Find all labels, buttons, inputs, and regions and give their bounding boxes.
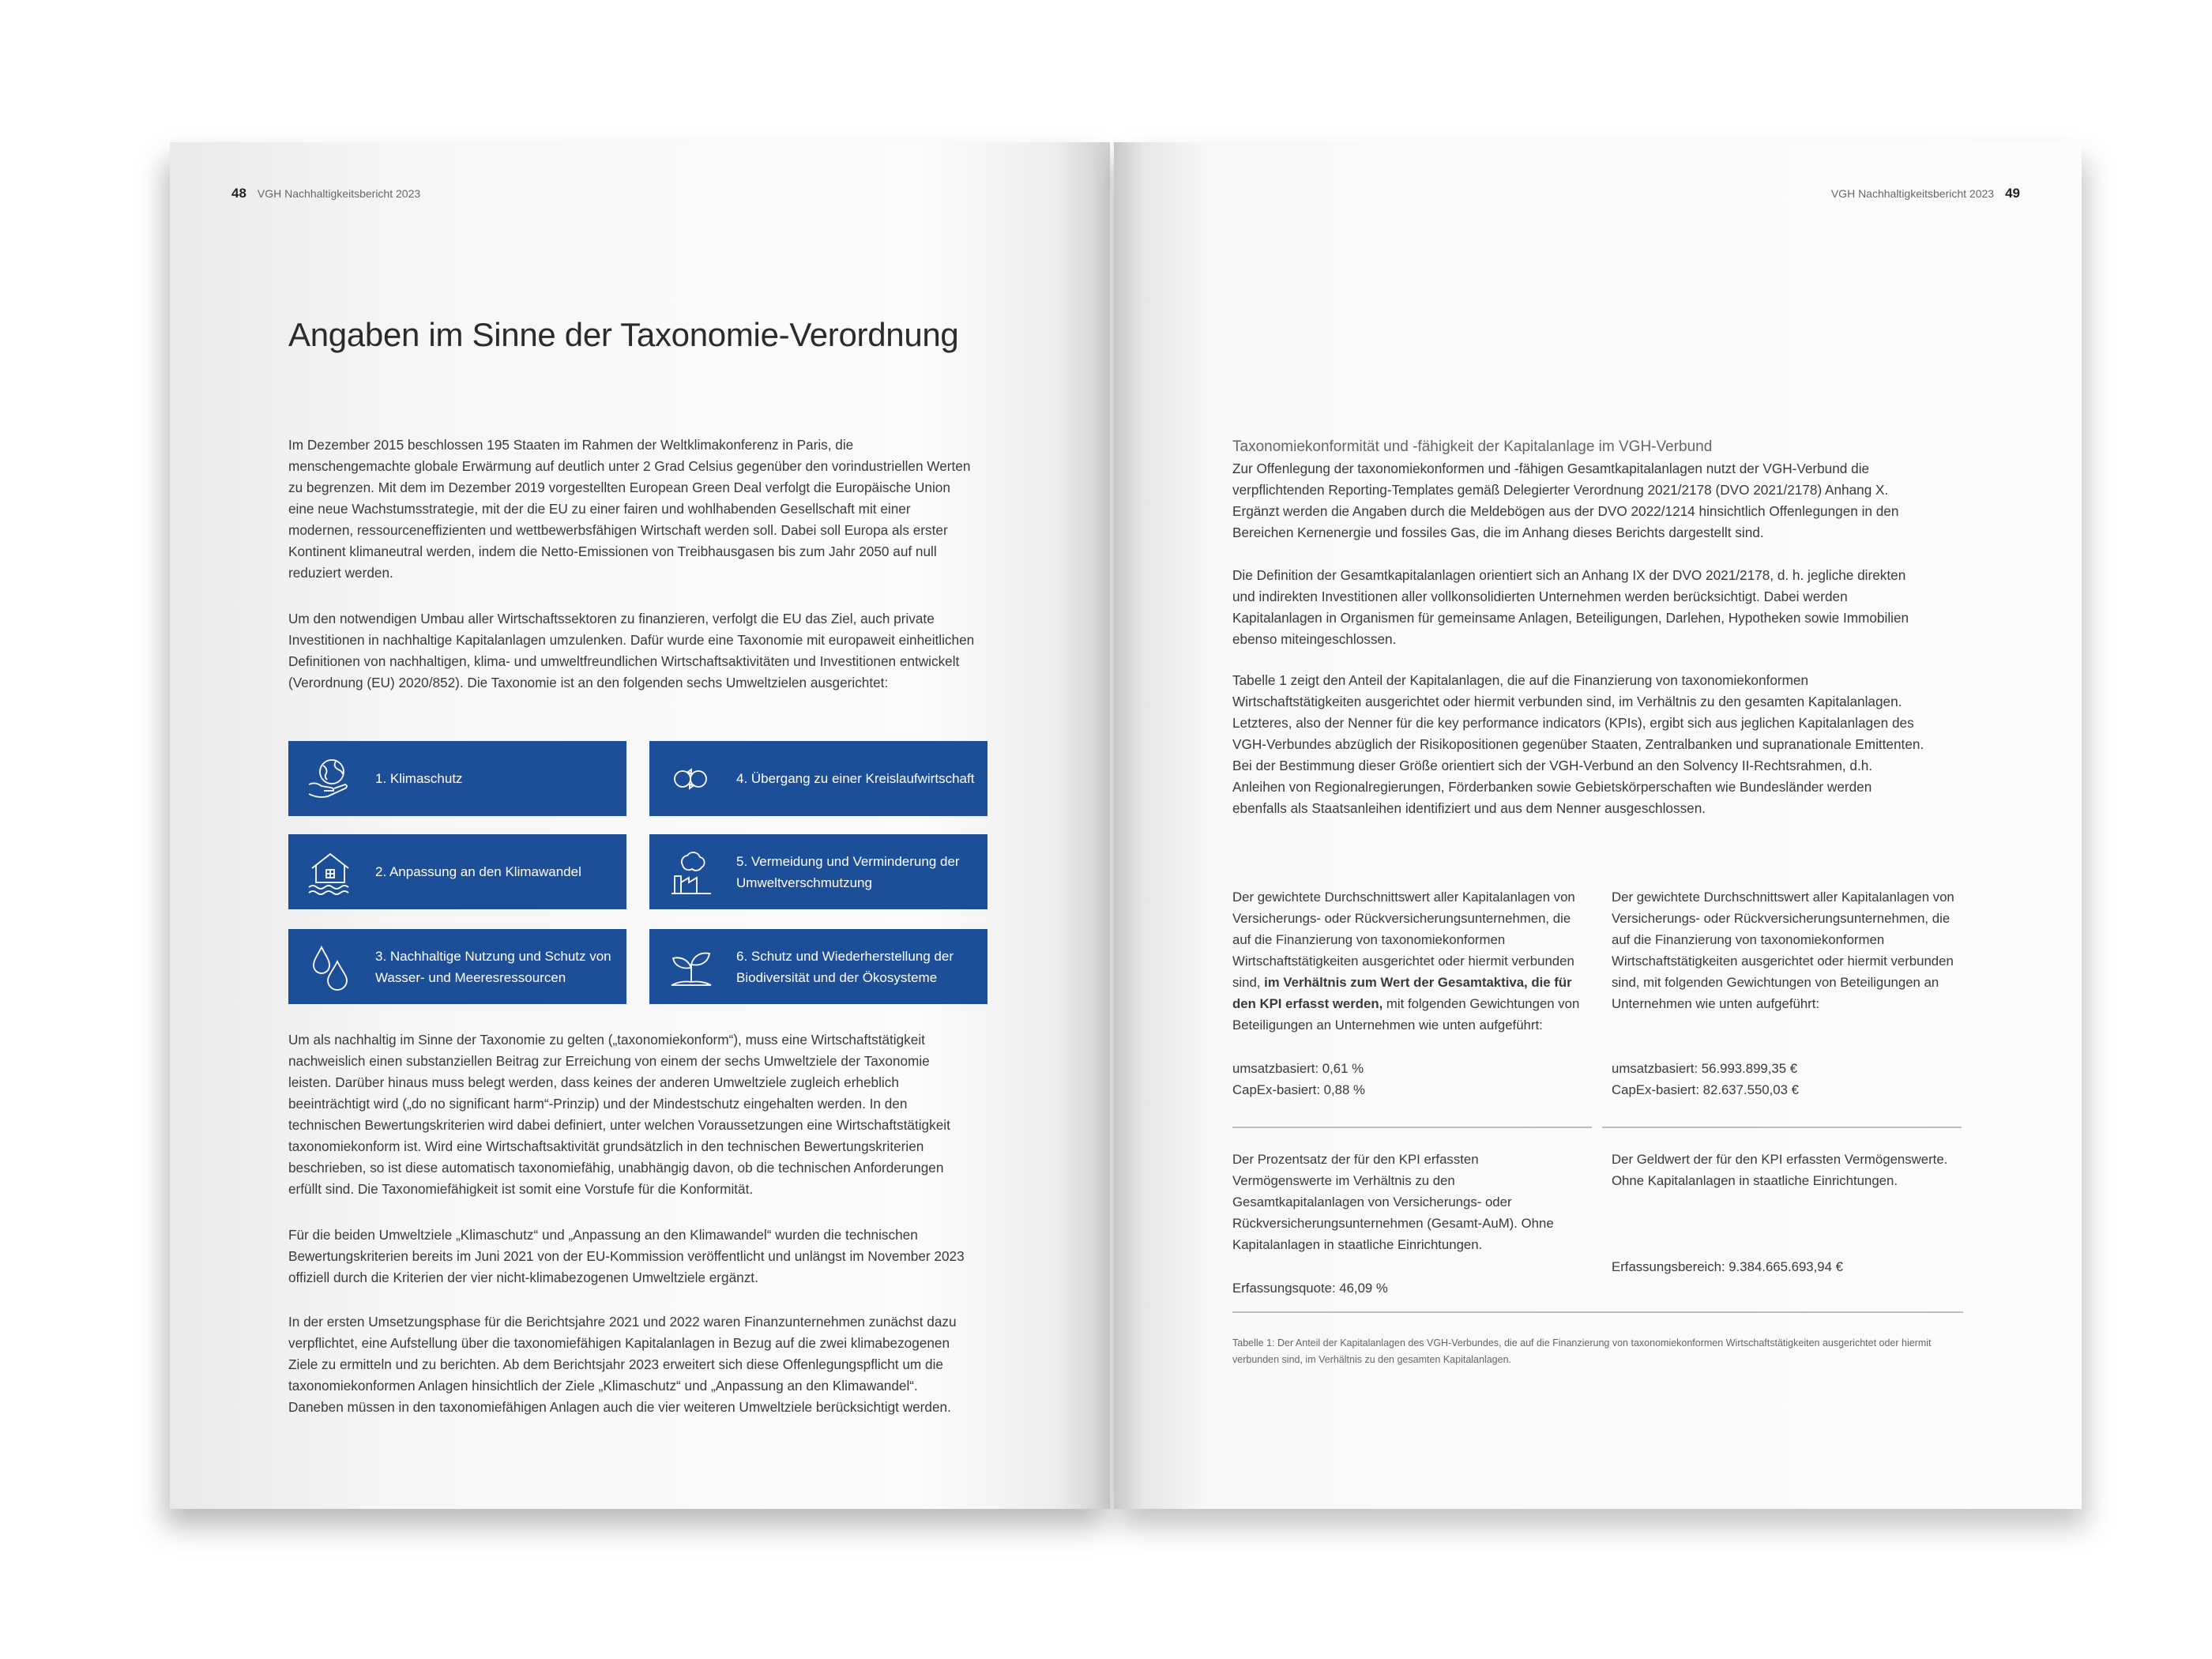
section-subheading: Taxonomiekonformität und -fähigkeit der Kapitalanlage im VGH-Verbund bbox=[1232, 438, 1713, 455]
intro-paragraph: Im Dezember 2015 beschlossen 195 Staaten im Rahmen der Weltklimakonferenz in Paris, die menschengemachte globale Erwärmung auf deutlich unter 2 Grad Celsius gegenüber den vorindustriellen Werten zu begrenzen. Mit dem im Dezember 2019 vorgestellten European Green Deal verfolgt die Europäische Union eine neue Wachstumsstrategie, mit der die EU zu einer fairen und wohlhabenden Gesellschaft mit einer modernen, ressourceneffizienten und wettbewerbsfähigen Wirtschaft werden soll. Dabei soll Europa als erster Kontinent klimaneutral werden, indem die Netto-Emissionen von Treibhausgasen bis zum Jahr 2050 auf null reduziert werden. bbox=[288, 437, 971, 581]
goal-tile-climate-protection bbox=[288, 741, 626, 816]
table-bottom-rule bbox=[1232, 1311, 1963, 1313]
kpi-description: Der Prozentsatz der für den KPI erfassten Vermögenswerte im Verhältnis zu den Gesamtkapitalanlagen von Versicherungs- oder Rückversicherungsunternehmen (Gesamt-AuM). Ohne Kapitalanlagen in staatliche Einrichtungen. bbox=[1232, 1152, 1554, 1252]
goal-tile-climate-adaptation bbox=[288, 834, 626, 909]
disclosure-paragraph: Zur Offenlegung der taxonomiekonformen und -fähigen Gesamtkapitalanlagen nutzt der VGH-Verbund die verpflichtenden Reporting-Templates gemäß Delegierter Verordnung 2021/2178 (DVO 2021/2178) Anhang X. Ergänzt werden die Angaben durch die Meldebögen aus der DVO 2022/1214 hinsichtlich Offenlegungen in den Bereichen Kernenergie und fossiles Gas, die im Anhang dieses Berichts dargestellt sind. bbox=[1232, 461, 1899, 540]
goal-label: 4. Übergang zu einer Kreislaufwirtschaft bbox=[736, 771, 975, 786]
kpi-description-emphasis: im Verhältnis zum Wert der Gesamtaktiva, die für den KPI erfasst werden, bbox=[1232, 975, 1572, 1011]
goal-tile-circular-economy bbox=[649, 741, 988, 816]
criteria-paragraph: Für die beiden Umweltziele „Klimaschutz“ und „Anpassung an den Klimawandel“ wurden die technischen Bewertungskriterien bereits im Juni 2021 von der EU-Kommission veröffentlicht und unlängst im November 2023 offiziell durch die Kriterien der vier nicht-klimabezogenen Umweltziele ergänzt. bbox=[288, 1227, 965, 1285]
table-divider bbox=[1232, 1127, 1592, 1128]
kpi-value-coverage-ratio: Erfassungsquote: 46,09 % bbox=[1232, 1281, 1388, 1296]
kpi-value-revenue: umsatzbasiert: 0,61 % bbox=[1232, 1061, 1364, 1076]
kpi-cell-weighted-share bbox=[1232, 886, 1580, 1100]
circular-arrows-icon bbox=[665, 753, 717, 805]
kpi-value-capex: CapEx-basiert: 0,88 % bbox=[1232, 1082, 1365, 1097]
factory-smoke-icon bbox=[665, 846, 717, 898]
page-number: 49 bbox=[2005, 186, 2020, 201]
table-intro-paragraph: Tabelle 1 zeigt den Anteil der Kapitalanlagen, die auf die Finanzierung von taxonomiekonformen Wirtschaftstätigkeiten ausgerichtet oder hiermit verbunden sind, im Verhältnis zu den gesamten Kapitalanlagen. Letzteres, also der Nenner für die key performance indicators (KPIs), ergibt sich aus jeglichen Kapitalanlagen des VGH-Verbundes abzüglich der Risikopositionen gegenüber Staaten, Zentralbanken und supranationale Emittenten. Bei der Bestimmung dieser Größe orientiert sich der VGH-Verbund an den Solvency II-Rechtsrahmen, d.h. Anleihen von Regionalregierungen, Förderbanken sowie Gebietskörperschaften wie Bundesländer werden ebenfalls als Staatsanleihen identifiziert und aus dem Nenner ausgeschlossen. bbox=[1232, 672, 1924, 816]
table-divider bbox=[1602, 1127, 1962, 1128]
implementation-paragraph: In der ersten Umsetzungsphase für die Berichtsjahre 2021 und 2022 waren Finanzunternehmen zunächst dazu verpflichtet, eine Aufstellung über die taxonomiefähigen Kapitalanlagen in Bezug auf die zwei klimabezogenen Ziele zu ermitteln und zu berichten. Ab dem Berichtsjahr 2023 erweitert sich diese Offenlegungspflicht um die taxonomiekonformen Anlagen hinsichtlich der Ziele „Klimaschutz“ und „Anpassung an den Klimawandel“. Daneben müssen in den taxonomiefähigen Anlagen auch die vier weiteren Umweltziele berücksichtigt werden. bbox=[288, 1314, 957, 1415]
goal-tile-water-resources bbox=[288, 929, 626, 1004]
kpi-description: Der gewichtete Durchschnittswert aller Kapitalanlagen von Versicherungs- oder Rückversicherungsunternehmen, die auf die Finanzierung von taxonomiekonformen Wirtschaftstätigkeiten ausgerichtet oder hiermit verbunden sind, mit folgenden Gewichtungen von Beteiligungen an Unternehmen wie unten aufgeführt: bbox=[1612, 890, 1954, 1011]
running-head-right bbox=[1831, 186, 2020, 201]
goal-label: 5. Vermeidung und Verminderung der Umweltverschmutzung bbox=[736, 853, 960, 890]
goal-label: 6. Schutz und Wiederherstellung der Biodiversität und der Ökosysteme bbox=[736, 948, 954, 985]
kpi-description-text: mit folgenden Gewichtungen von Beteiligungen an Unternehmen wie unten aufgeführt: bbox=[1232, 996, 1580, 1033]
water-drops-icon bbox=[304, 941, 356, 993]
left-page bbox=[170, 142, 1110, 1509]
funding-paragraph: Um den notwendigen Umbau aller Wirtschaftssektoren zu finanzieren, verfolgt die EU das Ziel, auch private Investitionen in nachhaltige Kapitalanlagen umzulenken. Dafür wurde eine Taxonomie mit europaweit einheitlichen Definitionen von nachhaltigen, klima- und umweltfreundlichen Wirtschaftsaktivitäten und Investitionen entwickelt (Verordnung (EU) 2020/852). Die Taxonomie ist an den folgenden sechs Umweltzielen ausgerichtet: bbox=[288, 611, 975, 690]
page-title: Angaben im Sinne der Taxonomie-Verordnung bbox=[288, 316, 959, 353]
goal-tile-pollution-prevention bbox=[649, 834, 988, 909]
kpi-cell-coverage-ratio bbox=[1232, 1149, 1580, 1299]
running-head-text: VGH Nachhaltigkeitsbericht 2023 bbox=[257, 187, 421, 200]
kpi-cell-coverage-amount bbox=[1612, 1149, 1959, 1277]
kpi-value-revenue: umsatzbasiert: 56.993.899,35 € bbox=[1612, 1061, 1798, 1076]
kpi-description bbox=[1232, 886, 1580, 1036]
seedling-icon bbox=[665, 941, 717, 993]
page-number: 48 bbox=[231, 186, 246, 201]
flooded-house-icon bbox=[304, 846, 356, 898]
goal-label: 1. Klimaschutz bbox=[375, 771, 463, 786]
goal-label: 3. Nachhaltige Nutzung und Schutz von Wasser- und Meeresressourcen bbox=[375, 948, 611, 985]
running-head-text: VGH Nachhaltigkeitsbericht 2023 bbox=[1830, 187, 1995, 200]
kpi-description: Der Geldwert der für den KPI erfassten Vermögenswerte. Ohne Kapitalanlagen in staatliche Einrichtungen. bbox=[1612, 1152, 1948, 1188]
goal-label: 2. Anpassung an den Klimawandel bbox=[375, 864, 581, 879]
kpi-cell-weighted-amount bbox=[1612, 886, 1959, 1100]
definition-paragraph: Die Definition der Gesamtkapitalanlagen orientiert sich an Anhang IX der DVO 2021/2178, d. h. jegliche direkten und indirekten Investitionen aller vollkonsolidierten Unternehmen werden berücksichtigt. Dabei werden Kapitalanlagen in Organismen für gemeinsame Anlagen, Beteiligungen, Darlehen, Hypotheken sowie Immobilien ebenso miteingeschlossen. bbox=[1232, 567, 1909, 647]
kpi-value-coverage-amount: Erfassungsbereich: 9.384.665.693,94 € bbox=[1612, 1259, 1843, 1274]
globe-hand-icon bbox=[304, 753, 356, 805]
conformity-paragraph: Um als nachhaltig im Sinne der Taxonomie zu gelten („taxonomiekonform“), muss eine Wirtschaftstätigkeit nachweislich einen substanziellen Beitrag zur Erreichung von einem der sechs Umweltziele der Taxonomie leisten. Darüber hinaus muss belegt werden, dass keines der anderen Umweltziele zugleich erheblich beeinträchtigt wird („do no significant harm“-Prinzip) und der Mindestschutz eingehalten werden. In den technischen Bewertungskriterien wird dabei definiert, unter welchen Voraussetzungen eine Wirtschaftstätigkeit taxonomiekonform ist. Wird eine Wirtschaftsaktivität grundsätzlich in den technischen Bewertungskriterien beschrieben, so ist diese automatisch taxonomiefähig, unabhängig davon, ob die technischen Anforderungen erfüllt sind. Die Taxonomiefähigkeit ist somit eine Vorstufe für die Konformität. bbox=[288, 1032, 950, 1197]
running-head-left bbox=[231, 186, 420, 201]
right-page bbox=[1114, 142, 2082, 1509]
table-caption: Tabelle 1: Der Anteil der Kapitalanlagen des VGH-Verbundes, die auf die Finanzierung von taxonomiekonformen Wirtschaftstätigkeiten ausgerichtet oder hiermit verbunden sind, im Verhältnis zu den gesamten Kapitalanlagen. bbox=[1232, 1337, 1932, 1365]
kpi-value-capex: CapEx-basiert: 82.637.550,03 € bbox=[1612, 1082, 1799, 1097]
goal-tile-biodiversity bbox=[649, 929, 988, 1004]
kpi-description-text: Der gewichtete Durchschnittswert aller Kapitalanlagen von Versicherungs- oder Rückversicherungsunternehmen, die auf die Finanzierung von taxonomiekonformen Wirtschaftstätigkeiten ausgerichtet oder hiermit verbunden sind, bbox=[1232, 890, 1575, 990]
